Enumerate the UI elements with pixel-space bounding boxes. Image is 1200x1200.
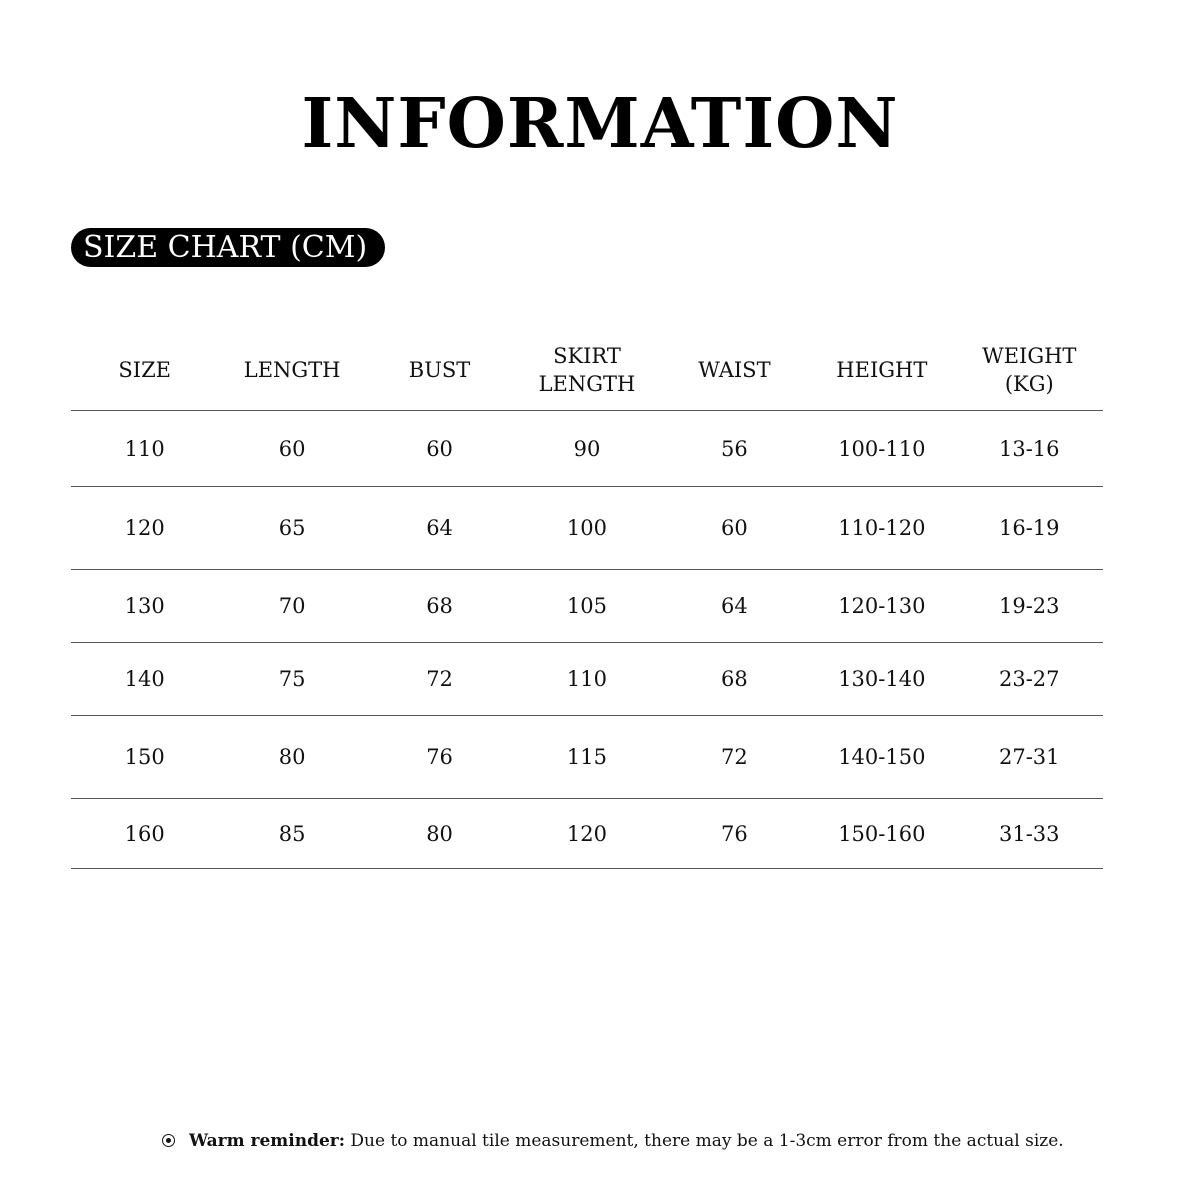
header-length: LENGTH: [218, 330, 365, 411]
header-size: SIZE: [71, 330, 218, 411]
cell-bust: 68: [366, 570, 513, 643]
cell-weight: 23-27: [956, 643, 1103, 716]
cell-skirt-length: 110: [513, 643, 660, 716]
cell-bust: 64: [366, 487, 513, 570]
cell-size: 150: [71, 716, 218, 799]
cell-height: 120-130: [808, 570, 955, 643]
cell-waist: 68: [661, 643, 808, 716]
header-waist: WAIST: [661, 330, 808, 411]
table-row: [71, 799, 1103, 869]
cell-length: 85: [218, 799, 365, 869]
cell-length: 75: [218, 643, 365, 716]
cell-skirt-length: 115: [513, 716, 660, 799]
cell-height: 130-140: [808, 643, 955, 716]
cell-height: 140-150: [808, 716, 955, 799]
header-skirt-length: SKIRT LENGTH: [513, 330, 660, 411]
cell-weight: 31-33: [956, 799, 1103, 869]
cell-height: 100-110: [808, 411, 955, 487]
cell-skirt-length: 90: [513, 411, 660, 487]
cell-size: 110: [71, 411, 218, 487]
cell-size: 160: [71, 799, 218, 869]
cell-weight: 27-31: [956, 716, 1103, 799]
table-row: [71, 643, 1103, 716]
header-height: HEIGHT: [808, 330, 955, 411]
cell-bust: 80: [366, 799, 513, 869]
cell-height: 110-120: [808, 487, 955, 570]
reminder-text: Due to manual tile measurement, there may be a 1-3cm error from the actual size.: [345, 1131, 1064, 1151]
cell-waist: 60: [661, 487, 808, 570]
table-row: [71, 487, 1103, 570]
size-chart-heading: SIZE CHART (CM): [71, 228, 385, 267]
cell-length: 65: [218, 487, 365, 570]
header-bust: BUST: [366, 330, 513, 411]
cell-size: 120: [71, 487, 218, 570]
table-row: [71, 570, 1103, 643]
cell-skirt-length: 105: [513, 570, 660, 643]
cell-weight: 16-19: [956, 487, 1103, 570]
table-row: [71, 716, 1103, 799]
cell-size: 130: [71, 570, 218, 643]
radio-bullet-icon: [162, 1134, 175, 1147]
cell-skirt-length: 120: [513, 799, 660, 869]
cell-bust: 72: [366, 643, 513, 716]
cell-waist: 72: [661, 716, 808, 799]
table-row: [71, 411, 1103, 487]
page-title: INFORMATION: [301, 84, 899, 164]
cell-skirt-length: 100: [513, 487, 660, 570]
cell-size: 140: [71, 643, 218, 716]
cell-waist: 76: [661, 799, 808, 869]
warm-reminder-note: [162, 1128, 1064, 1154]
cell-weight: 13-16: [956, 411, 1103, 487]
size-chart-table: [71, 330, 1103, 869]
cell-length: 60: [218, 411, 365, 487]
cell-waist: 56: [661, 411, 808, 487]
header-weight: WEIGHT (KG): [956, 330, 1103, 411]
cell-waist: 64: [661, 570, 808, 643]
cell-weight: 19-23: [956, 570, 1103, 643]
table-header-row: [71, 330, 1103, 411]
reminder-label: Warm reminder:: [189, 1131, 346, 1151]
cell-bust: 60: [366, 411, 513, 487]
cell-bust: 76: [366, 716, 513, 799]
cell-length: 80: [218, 716, 365, 799]
cell-length: 70: [218, 570, 365, 643]
cell-height: 150-160: [808, 799, 955, 869]
